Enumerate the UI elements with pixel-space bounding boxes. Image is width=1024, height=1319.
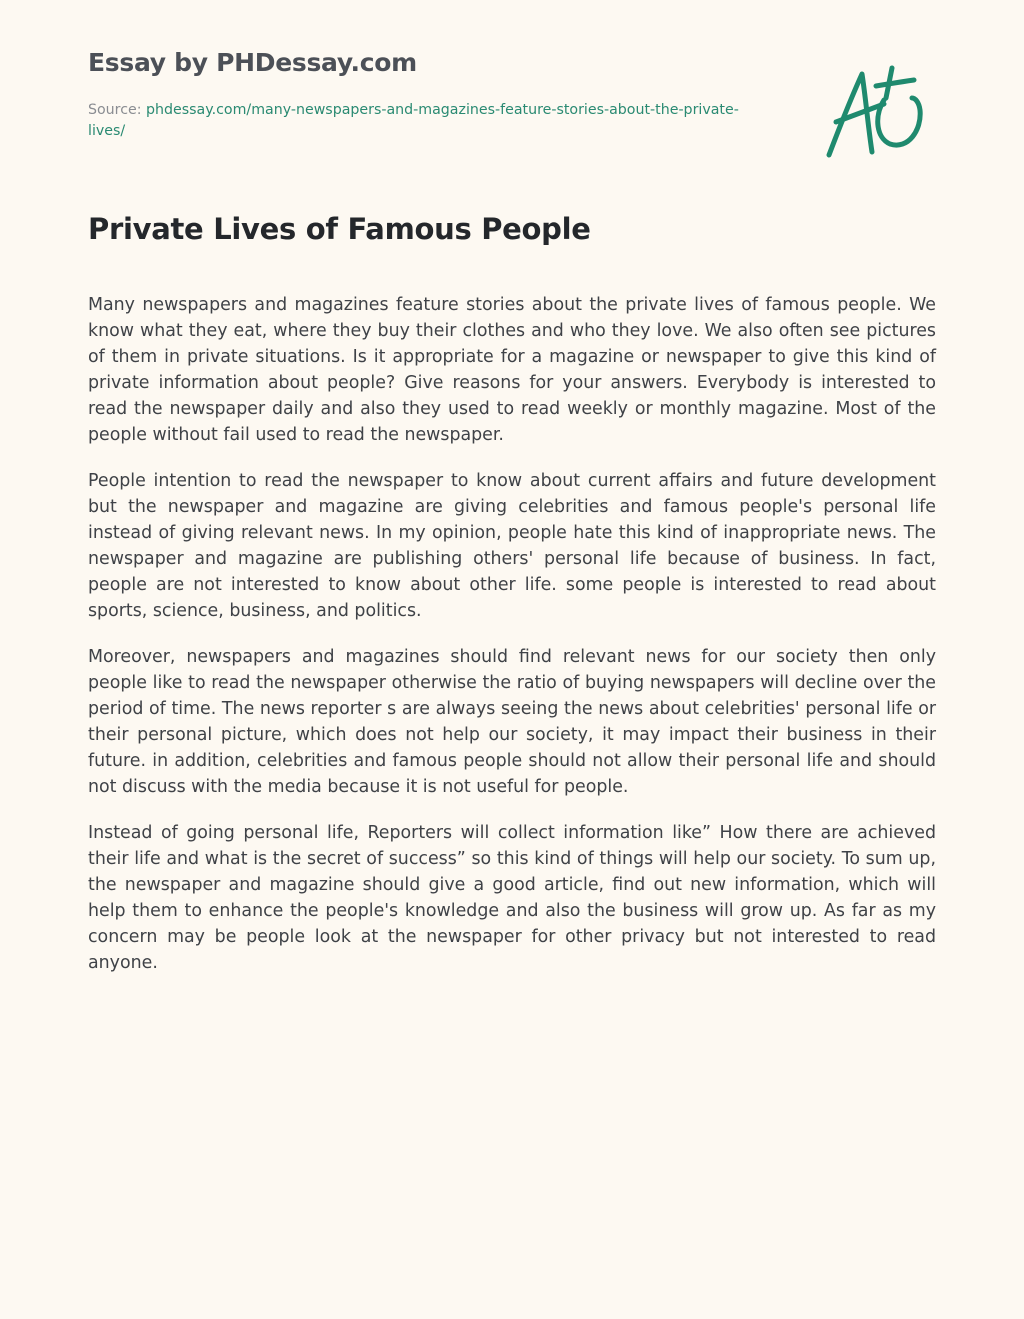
source-line bbox=[88, 100, 748, 142]
essay-title: Private Lives of Famous People bbox=[88, 212, 591, 246]
essay-paragraph-4: Instead of going personal life, Reporters will collect information like” How there are achieved their life and what is the secret of success” so this kind of things will help our society. To sum up, the newspaper and magazine should give a good article, find out new information, which will help them to enhance the people's knowledge and also the business will grow up. As far as my concern may be people look at the newspaper for other privacy but not interested to read anyone. bbox=[88, 823, 936, 973]
essay-paragraph-2: People intention to read the newspaper to know about current affairs and future development but the newspaper and magazine are giving celebrities and famous people's personal life instead of giving relevant news. In my opinion, people hate this kind of inappropriate news. The newspaper and magazine are publishing others' personal life because of business. In fact, people are not interested to know about other life. some people is interested to read about sports, science, business, and politics. bbox=[88, 471, 936, 621]
essay-paragraph-1: Many newspapers and magazines feature stories about the private lives of famous people. We know what they eat, where they buy their clothes and who they love. We also often see pictures of them in private situations. Is it appropriate for a magazine or newspaper to give this kind of private information about people? Give reasons for your answers. Everybody is interested to read the newspaper daily and also they used to read weekly or monthly magazine. Most of the people without fail used to read the newspaper. bbox=[88, 295, 936, 445]
essay-body bbox=[88, 292, 936, 996]
source-link[interactable]: phdessay.com/many-newspapers-and-magazines-feature-stories-about-the-private-lives/ bbox=[88, 102, 739, 139]
a-plus-grade-icon bbox=[822, 64, 930, 162]
brand-title: Essay by PHDessay.com bbox=[88, 48, 417, 77]
source-label: Source: bbox=[88, 102, 147, 118]
essay-paragraph-3: Moreover, newspapers and magazines should find relevant news for our society then only people like to read the newspaper otherwise the ratio of buying newspapers will decline over the period of time. The news reporter s are always seeing the news about celebrities' personal life or their personal picture, which does not help our society, it may impact their business in their future. in addition, celebrities and famous people should not allow their personal life and should not discuss with the media because it is not useful for people. bbox=[88, 647, 936, 797]
